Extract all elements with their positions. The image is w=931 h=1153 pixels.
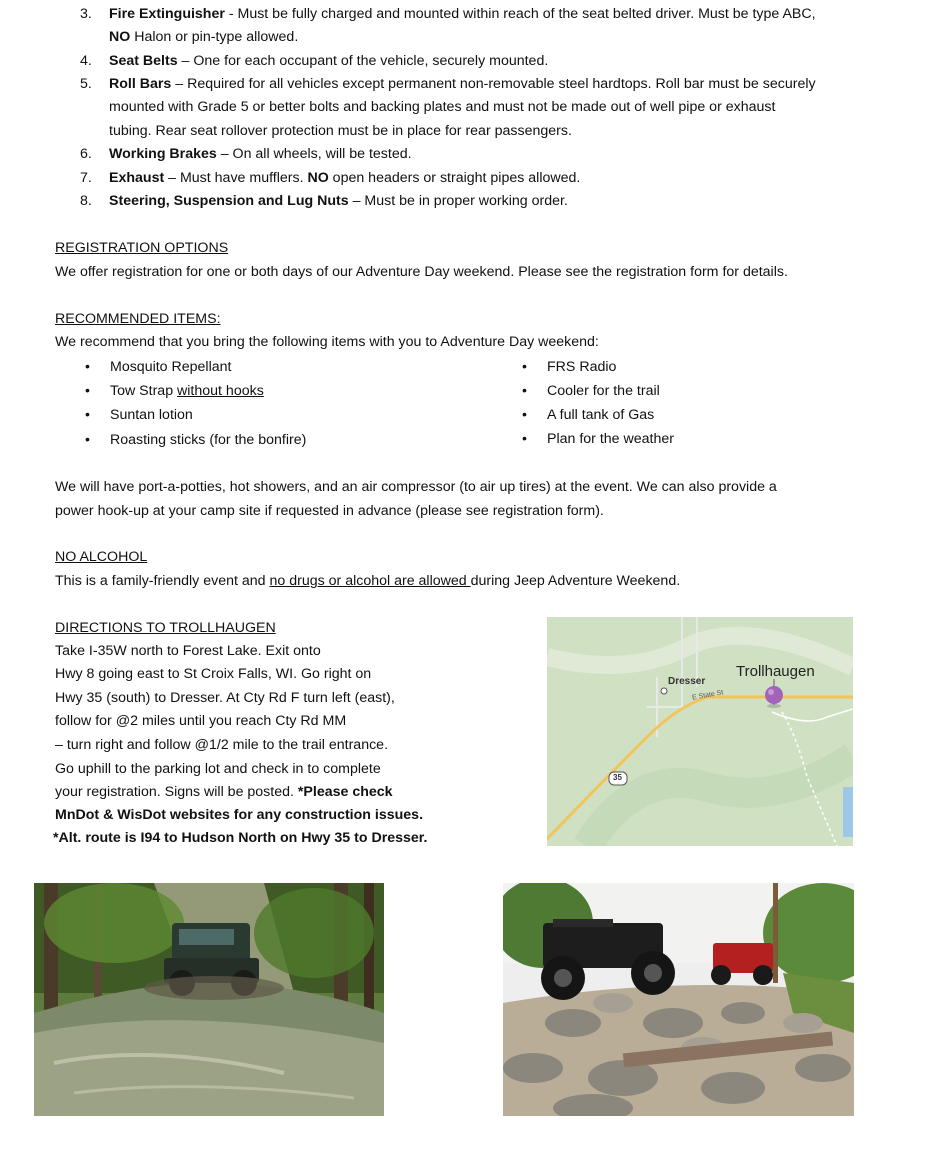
item-number: 6. bbox=[80, 146, 92, 162]
directions-line: Hwy 35 (south) to Dresser. At Cty Rd F turn left (east), bbox=[55, 690, 395, 706]
amenities-text: power hook-up at your camp site if requested in advance (please see registration form). bbox=[55, 503, 604, 519]
directions-line: *Alt. route is I94 to Hudson North on Hwy 35 to Dresser. bbox=[53, 830, 428, 846]
requirement-text: open headers or straight pipes allowed. bbox=[328, 170, 581, 186]
list-item: • Suntan lotion bbox=[110, 406, 193, 424]
requirement-text: – Must have mufflers. bbox=[164, 170, 308, 186]
requirement-title: Roll Bars bbox=[109, 76, 172, 92]
list-item: • A full tank of Gas bbox=[547, 406, 654, 424]
map-graphic bbox=[547, 617, 853, 846]
list-item: • FRS Radio bbox=[547, 358, 616, 376]
list-item bbox=[110, 382, 264, 400]
recommended-heading: RECOMMENDED ITEMS: bbox=[55, 311, 221, 327]
amenities-text: We will have port-a-potties, hot showers, and an air compressor (to air up tires) at the event. We can also provide a bbox=[55, 479, 777, 495]
item-number: 4. bbox=[80, 53, 92, 69]
alcohol-heading: NO ALCOHOL bbox=[55, 549, 148, 565]
alcohol-text: This is a family-friendly event and bbox=[55, 573, 270, 589]
list-item-emphasis: without hooks bbox=[177, 383, 264, 399]
requirement-text: – Must be in proper working order. bbox=[348, 193, 568, 209]
item-number: 3. bbox=[80, 6, 92, 22]
requirement-line bbox=[109, 169, 580, 187]
item-number: 5. bbox=[80, 76, 92, 92]
directions-line: MnDot & WisDot websites for any construction issues. bbox=[55, 807, 424, 823]
requirement-text: – One for each occupant of the vehicle, securely mounted. bbox=[177, 53, 549, 69]
highway-shield-label: 35 bbox=[613, 773, 622, 782]
requirement-text: - Must be fully charged and mounted within reach of the seat belted driver. Must be type ABC, bbox=[224, 6, 816, 22]
recommended-intro: We recommend that you bring the following items with you to Adventure Day weekend: bbox=[55, 334, 599, 350]
requirement-text: Halon or pin-type allowed. bbox=[130, 29, 299, 45]
list-item: • Cooler for the trail bbox=[547, 382, 660, 400]
list-item-text: Tow Strap bbox=[110, 383, 178, 399]
requirement-line bbox=[109, 75, 816, 93]
jeep-water-crossing-photo bbox=[34, 883, 384, 1116]
directions-text: your registration. Signs will be posted. bbox=[55, 784, 298, 800]
directions-line: Go uphill to the parking lot and check in to complete bbox=[55, 761, 381, 777]
map-street-label: E State St bbox=[691, 689, 724, 702]
requirement-line: tubing. Rear seat rollover protection must be in place for rear passengers. bbox=[109, 123, 572, 139]
requirement-title: Seat Belts bbox=[109, 53, 178, 69]
requirement-bold: NO bbox=[307, 170, 329, 186]
directions-bold: *Please check bbox=[297, 784, 393, 800]
requirement-line bbox=[109, 145, 412, 163]
directions-line: follow for @2 miles until you reach Cty Rd MM bbox=[55, 713, 347, 729]
requirement-line bbox=[109, 28, 298, 46]
alcohol-emphasis: no drugs or alcohol are allowed bbox=[269, 573, 471, 589]
registration-heading: REGISTRATION OPTIONS bbox=[55, 240, 229, 256]
requirement-line: mounted with Grade 5 or better bolts and backing plates and must not be made out of well pipe or exhaust bbox=[109, 99, 776, 115]
item-number: 7. bbox=[80, 170, 92, 186]
item-number: 8. bbox=[80, 193, 92, 209]
list-item: • Roasting sticks (for the bonfire) bbox=[110, 431, 306, 449]
requirement-line bbox=[109, 52, 548, 70]
list-item: • Mosquito Repellant bbox=[110, 358, 231, 376]
directions-line: Take I-35W north to Forest Lake. Exit onto bbox=[55, 643, 321, 659]
map-town-label: Dresser bbox=[668, 676, 706, 687]
requirement-title: Exhaust bbox=[109, 170, 165, 186]
directions-line: – turn right and follow @1/2 mile to the trail entrance. bbox=[55, 737, 389, 753]
requirement-title: Working Brakes bbox=[109, 146, 217, 162]
registration-body: We offer registration for one or both days of our Adventure Day weekend. Please see the registration form for details. bbox=[55, 264, 788, 280]
directions-line bbox=[55, 783, 393, 801]
map-place-label: Trollhaugen bbox=[736, 663, 815, 680]
requirement-line bbox=[109, 192, 568, 210]
directions-line: Hwy 8 going east to St Croix Falls, WI. Go right on bbox=[55, 666, 372, 682]
requirement-title: Steering, Suspension and Lug Nuts bbox=[109, 193, 349, 209]
requirement-line bbox=[109, 5, 816, 23]
alcohol-text: during Jeep Adventure Weekend. bbox=[470, 573, 681, 589]
jeeps-rock-crawl-photo bbox=[503, 883, 854, 1116]
requirement-title: Fire Extinguisher bbox=[109, 6, 225, 22]
requirement-bold: NO bbox=[109, 29, 131, 45]
requirement-text: – On all wheels, will be tested. bbox=[216, 146, 412, 162]
location-map bbox=[547, 617, 853, 846]
location-pin-icon bbox=[765, 686, 783, 704]
alcohol-body bbox=[55, 572, 680, 590]
requirement-text: – Required for all vehicles except permanent non-removable steel hardtops. Roll bar must be securely bbox=[171, 76, 816, 92]
list-item: • Plan for the weather bbox=[547, 430, 674, 448]
directions-heading: DIRECTIONS TO TROLLHAUGEN bbox=[55, 620, 276, 636]
